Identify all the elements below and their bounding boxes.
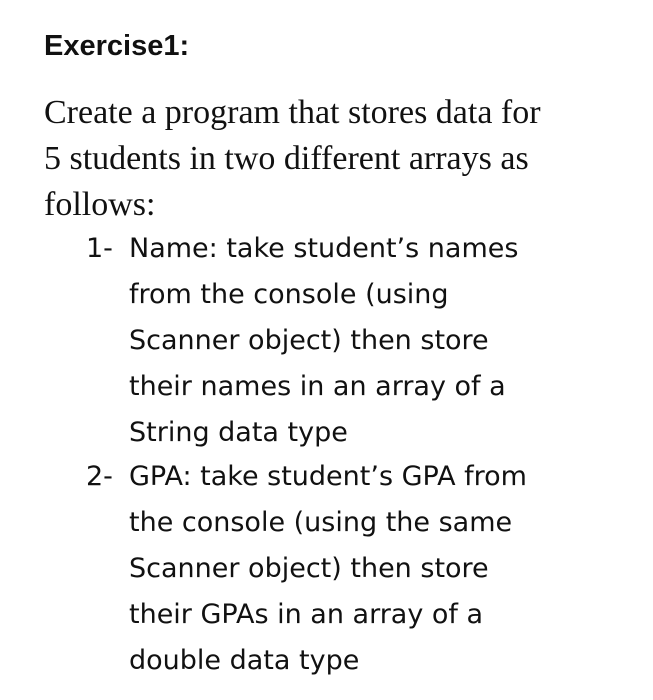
list-item-number: 1- [86,233,113,264]
list-item-text: their names in an array of a [129,371,506,402]
list-item-text: double data type [129,645,360,676]
list-item-gpa [86,454,646,684]
list-item-name [86,226,646,456]
list-item-text: String data type [129,417,348,448]
exercise-intro-paragraph [44,90,644,228]
list-item-text: their GPAs in an array of a [129,599,484,630]
intro-line: Create a program that stores data for [44,94,541,131]
list-item-text: Scanner object) then store [129,553,489,584]
list-item-text: GPA: take student’s GPA from [129,461,527,492]
intro-line: 5 students in two different arrays as [44,140,529,177]
list-item-text: Scanner object) then store [129,325,489,356]
list-item-text: the console (using the same [129,507,513,538]
list-item-text: from the console (using [129,279,449,310]
list-item-text: Name: take student’s names [129,233,519,264]
intro-line: follows: [44,186,156,223]
exercise-heading: Exercise1: [44,30,190,62]
list-item-number: 2- [86,461,113,492]
